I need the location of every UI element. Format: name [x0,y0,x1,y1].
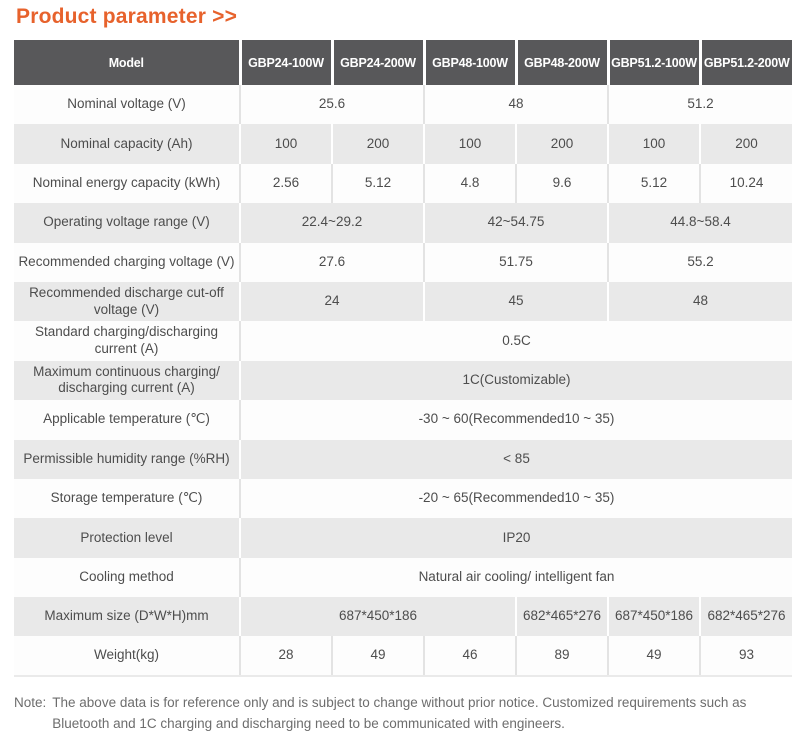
spec-label-cell: Applicable temperature (℃) [14,400,240,439]
spec-value-cell: 25.6 [240,85,424,124]
spec-value-cell: 42~54.75 [424,203,608,242]
spec-label-cell: Nominal voltage (V) [14,85,240,124]
footnote-prefix: Note: [14,694,47,710]
row-recommended-discharge-cutoff-voltage [14,282,792,321]
spec-value-cell: 93 [700,636,792,675]
row-protection-level [14,518,792,557]
row-maximum-size [14,597,792,636]
spec-value-cell: < 85 [240,440,792,479]
row-weight [14,636,792,675]
spec-value-cell: 9.6 [516,164,608,203]
spec-value-cell: 100 [608,124,700,163]
spec-value-cell: 687*450*186 [240,597,516,636]
spec-value-cell: 24 [240,282,424,321]
spec-label-cell: Standard charging/discharging current (A) [14,321,240,360]
spec-value-cell: 1C(Customizable) [240,361,792,400]
spec-value-cell: 10.24 [700,164,792,203]
spec-value-cell: 100 [240,124,332,163]
spec-value-cell: 46 [424,636,516,675]
header-col-gbp24-200w: GBP24-200W [332,40,424,85]
row-nominal-energy-capacity [14,164,792,203]
spec-value-cell: 51.2 [608,85,792,124]
spec-table [14,40,792,677]
row-recommended-charging-voltage [14,243,792,282]
row-max-continuous-current [14,361,792,400]
spec-value-cell: -30 ~ 60(Recommended10 ~ 35) [240,400,792,439]
spec-value-cell: 48 [424,85,608,124]
spec-label-cell: Storage temperature (℃) [14,479,240,518]
spec-value-cell: 49 [332,636,424,675]
spec-label-cell: Nominal energy capacity (kWh) [14,164,240,203]
header-col-gbp24-100w: GBP24-100W [240,40,332,85]
row-applicable-temperature [14,400,792,439]
spec-label-cell: Nominal capacity (Ah) [14,124,240,163]
spec-value-cell: 28 [240,636,332,675]
spec-value-cell: 51.75 [424,243,608,282]
spec-label-cell: Cooling method [14,558,240,597]
spec-label-cell: Recommended charging voltage (V) [14,243,240,282]
spec-value-cell: 55.2 [608,243,792,282]
spec-value-cell: Natural air cooling/ intelligent fan [240,558,792,597]
spec-value-cell: 682*465*276 [700,597,792,636]
spec-value-cell: 27.6 [240,243,424,282]
spec-label-cell: Maximum size (D*W*H)mm [14,597,240,636]
header-col-gbp48-100w: GBP48-100W [424,40,516,85]
spec-value-cell: 0.5C [240,321,792,360]
row-nominal-voltage [14,85,792,124]
header-model: Model [14,40,240,85]
spec-value-cell: 200 [332,124,424,163]
footnote [14,692,794,734]
header-col-gbp51-2-200w: GBP51.2-200W [700,40,792,85]
row-storage-temperature [14,479,792,518]
row-operating-voltage-range [14,203,792,242]
spec-value-cell: 89 [516,636,608,675]
spec-label-cell: Permissible humidity range (%RH) [14,440,240,479]
header-row [14,40,792,85]
header-col-gbp51-2-100w: GBP51.2-100W [608,40,700,85]
spec-label-cell: Recommended discharge cut-off voltage (V) [14,282,240,321]
spec-value-cell: 4.8 [424,164,516,203]
spec-label-cell: Protection level [14,518,240,557]
spec-value-cell: IP20 [240,518,792,557]
spec-label-cell: Maximum continuous charging/ discharging current (A) [14,361,240,400]
spec-value-cell: 49 [608,636,700,675]
spec-label-cell: Operating voltage range (V) [14,203,240,242]
footnote-text: The above data is for reference only and is subject to change without prior notice. Customized requirements such as Bluetooth and 1C charging and discharging need to be communicated with engineers. [52,694,747,731]
header-col-gbp48-200w: GBP48-200W [516,40,608,85]
spec-value-cell: 44.8~58.4 [608,203,792,242]
row-nominal-capacity [14,124,792,163]
spec-value-cell: 200 [516,124,608,163]
row-permissible-humidity [14,440,792,479]
spec-value-cell: 22.4~29.2 [240,203,424,242]
spec-value-cell: 48 [608,282,792,321]
spec-value-cell: 5.12 [608,164,700,203]
spec-value-cell: 200 [700,124,792,163]
row-cooling-method [14,558,792,597]
spec-value-cell: 100 [424,124,516,163]
row-standard-current [14,321,792,360]
spec-label-cell: Weight(kg) [14,636,240,675]
spec-value-cell: 5.12 [332,164,424,203]
spec-value-cell: 45 [424,282,608,321]
spec-value-cell: 687*450*186 [608,597,700,636]
spec-value-cell: -20 ~ 65(Recommended10 ~ 35) [240,479,792,518]
spec-value-cell: 682*465*276 [516,597,608,636]
spec-value-cell: 2.56 [240,164,332,203]
page-title: Product parameter >> [16,5,238,28]
